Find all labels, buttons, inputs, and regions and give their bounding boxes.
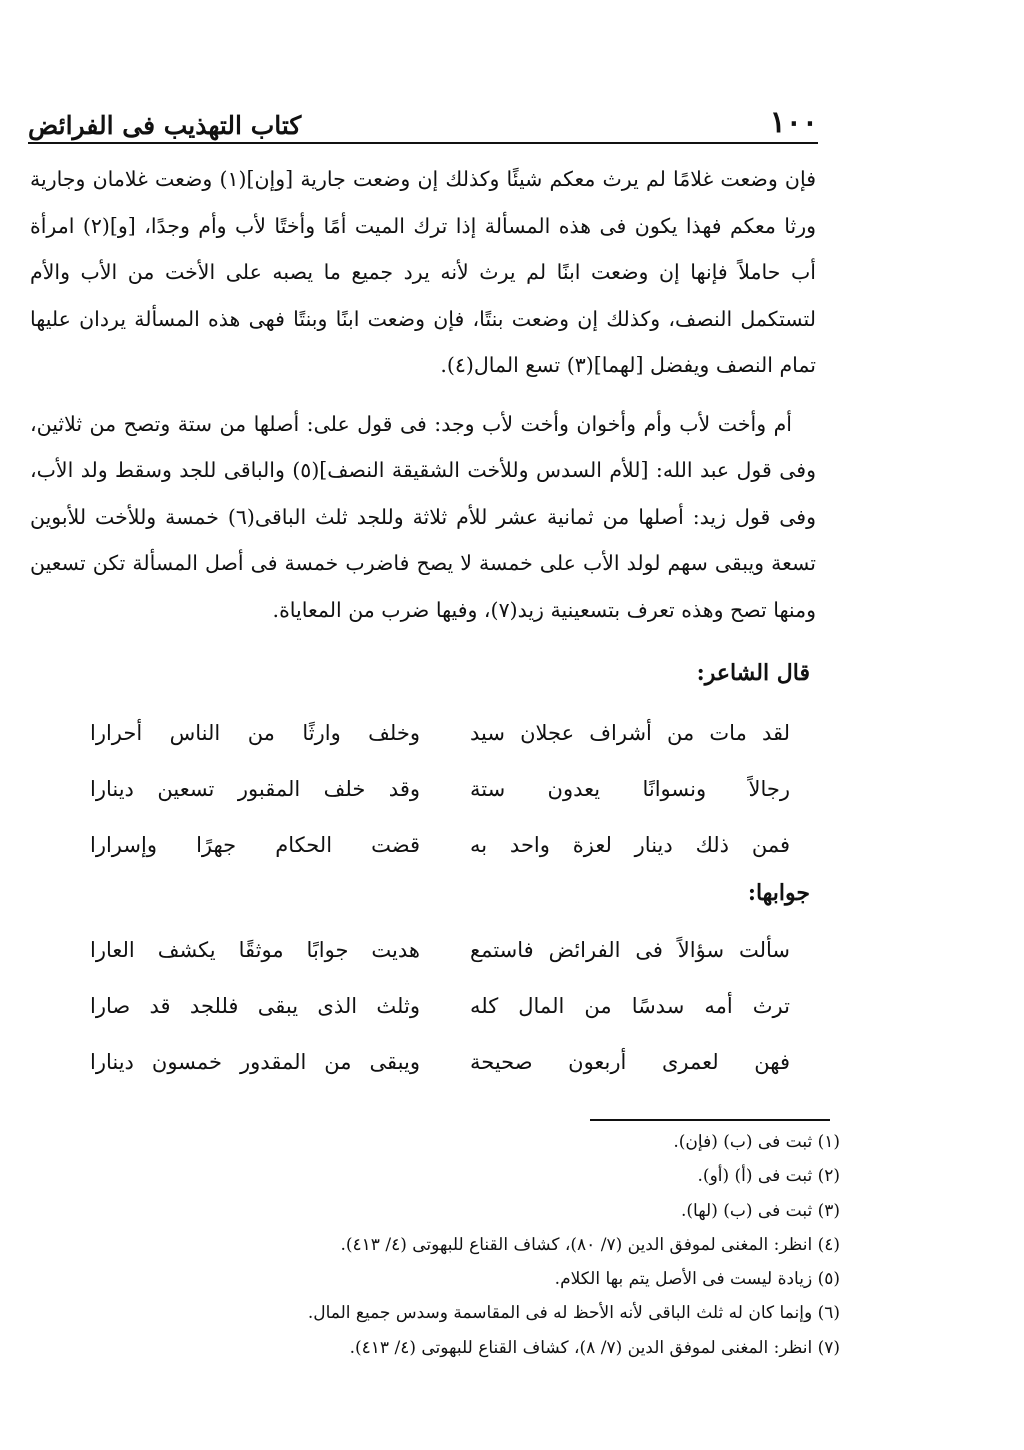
- verse-first-hemistich: فمن ذلك دينار لعزة واحد به: [470, 833, 790, 857]
- footnote: (٤) انظر: المغنى لموفق الدين (٧/ ٨٠)، كشاف القناع للبهوتى (٤/ ٤١٣).: [340, 1234, 840, 1255]
- verse-second-hemistich: قضت الحكام جهرًا وإسرارا: [90, 833, 420, 857]
- footnote: (٣) ثبت فى (ب) (لها).: [680, 1200, 840, 1221]
- verse-second-hemistich: هديت جوابًا موثقًا يكشف العارا: [90, 938, 420, 962]
- footnote: (٥) زيادة ليست فى الأصل يتم بها الكلام.: [554, 1269, 840, 1290]
- page-number: ١٠٠: [769, 105, 818, 140]
- footnote: (٦) وإنما كان له ثلث الباقى لأنه الأحظ له فى المقاسمة وسدس جميع المال.: [307, 1303, 840, 1324]
- main-text: [30, 156, 816, 633]
- verse: [90, 705, 790, 761]
- footnote: (٢) ثبت فى (أ) (أو).: [697, 1166, 840, 1187]
- footnotes: [230, 1125, 840, 1365]
- page-header: [28, 92, 818, 140]
- footnote: (١) ثبت فى (ب) (فإن).: [673, 1132, 840, 1152]
- verse-first-hemistich: ترث أمه سدسًا من المال كله: [470, 994, 790, 1018]
- verse-second-hemistich: وخلف وارثًا من الناس أحرارا: [90, 721, 420, 745]
- poem-heading-poet: قال الشاعر:: [696, 660, 810, 686]
- poem-answer: [90, 922, 790, 1090]
- paragraph-2: أم وأخت لأب وأم وأخوان وأخت لأب وجد: فى قول على: أصلها من ستة وتصح من ثلاثين، وفى قول عبد الله: [للأم السدس وللأخت الشقيقة النصف](٥) والباقى للجد وسقط ولد الأب، وفى قول زيد: أصلها من ثمانية عشر للأم ثلاثة وللجد ثلث الباقى(٦) خمسة وللأخت للأبوين تسعة ويبقى سهم لولد الأب على خمسة لا يصح فاضرب خمسة فى أصل المسألة تكن تسعين ومنها تصح وهذه تعرف بتسعينية زيد(٧)، وفيها ضرب من المعاياة.: [30, 411, 816, 622]
- verse-second-hemistich: ويبقى من المقدور خمسون دينارا: [90, 1050, 420, 1074]
- verse-first-hemistich: رجالاً ونسوانًا يعدون ستة: [470, 777, 790, 801]
- poem-heading-answer: جوابها:: [747, 880, 810, 906]
- verse: [90, 978, 790, 1034]
- verse-second-hemistich: وقد خلف المقبور تسعين دينارا: [90, 777, 420, 801]
- verse-second-hemistich: وثلث الذى يبقى فللجد قد صارا: [90, 994, 420, 1018]
- verse-first-hemistich: لقد مات من أشراف عجلان سيد: [470, 721, 790, 745]
- verse: [90, 922, 790, 978]
- footnote-separator: [590, 1119, 830, 1121]
- header-rule: [28, 142, 818, 144]
- verse: [90, 761, 790, 817]
- footnote: (٧) انظر: المغنى لموفق الدين (٧/ ٨)، كشاف القناع للبهوتى (٤/ ٤١٣).: [349, 1337, 840, 1358]
- verse-first-hemistich: فهن لعمرى أربعون صحيحة: [470, 1050, 790, 1074]
- book-title: كتاب التهذيب فى الفرائض: [28, 111, 302, 140]
- paragraph-1: فإن وضعت غلامًا لم يرث معكم شيئًا وكذلك إن وضعت جارية [وإن](١) وضعت غلامان وجارية ورثا معكم فهذا يكون فى هذه المسألة إذا ترك الميت أمًا وأختًا لأب وأم وجدًا، [و](٢) امرأة أب حاملاً فإنها إن وضعت ابنًا لم يرث لأنه يرد جميع ما يصبه على الأخت من الأب والأم لتستكمل النصف، وكذلك إن وضعت بنتًا، فإن وضعت ابنًا وبنتًا فهى هذه المسألة يردان عليها تمام النصف ويفضل [لهما](٣) تسع المال(٤).: [30, 167, 817, 377]
- poem-question: [90, 705, 790, 873]
- verse: [90, 817, 790, 873]
- verse-first-hemistich: سألت سؤالاً فى الفرائض فاستمع: [470, 938, 790, 962]
- verse: [90, 1034, 790, 1090]
